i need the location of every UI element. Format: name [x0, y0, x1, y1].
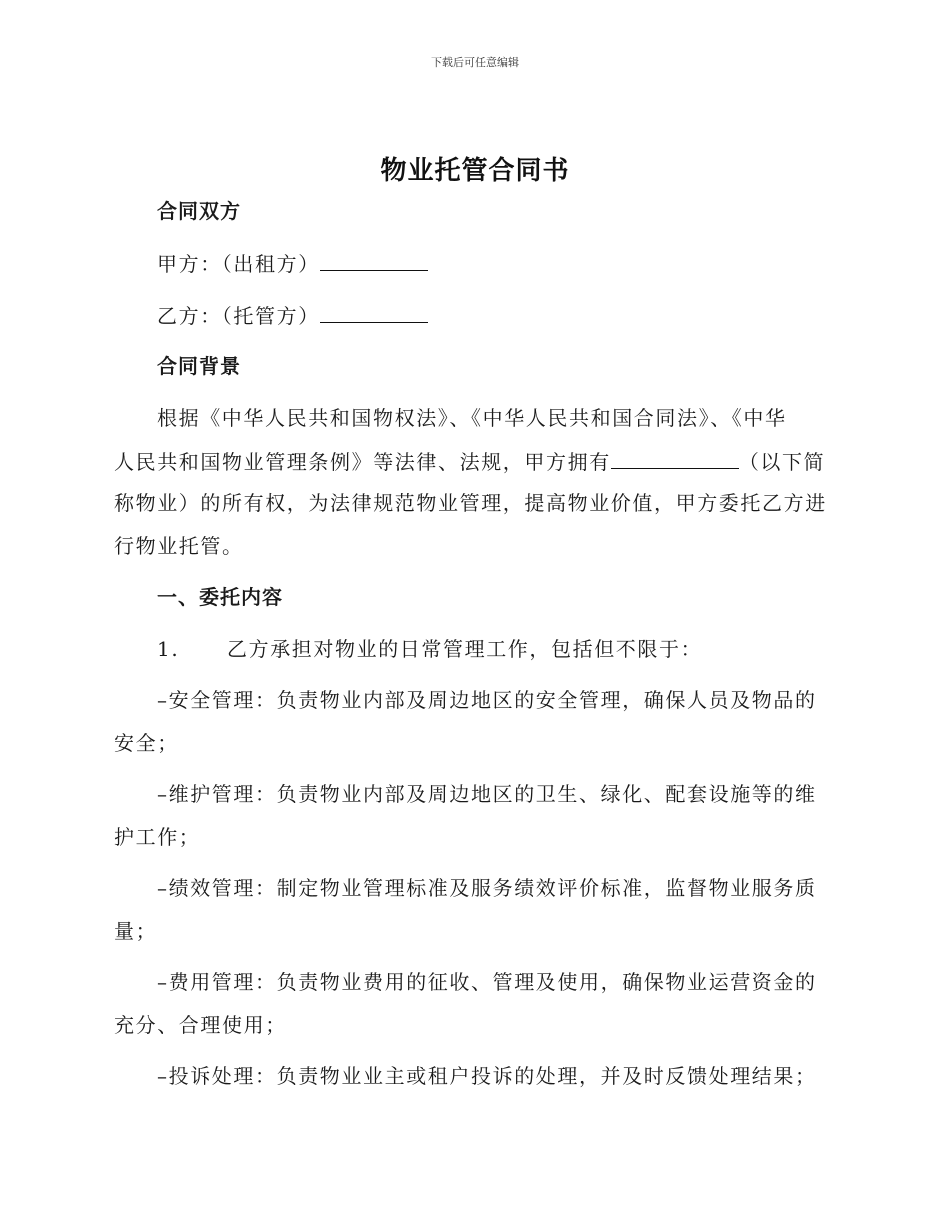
item-text: 乙方承担对物业的日常管理工作，包括但不限于： — [227, 637, 703, 661]
background-line-2 — [114, 450, 834, 473]
bullet-safety-line-2: 安全； — [114, 731, 179, 755]
bullet-safety-line-1: –安全管理：负责物业内部及周边地区的安全管理，确保人员及物品的 — [157, 688, 817, 712]
background-line-1: 根据《中华人民共和国物权法》、《中华人民共和国合同法》、《中华 — [157, 406, 787, 430]
bullet-fees-line-2: 充分、合理使用； — [114, 1013, 287, 1037]
bullet-fees-line-1: –费用管理：负责物业费用的征收、管理及使用，确保物业运营资金的 — [157, 970, 817, 994]
section1-item-1 — [114, 638, 877, 660]
item-number: 1. — [157, 637, 180, 661]
party-b-line — [114, 304, 877, 327]
bullet-maintenance-line-1: –维护管理：负责物业内部及周边地区的卫生、绿化、配套设施等的维 — [157, 782, 817, 806]
party-b-blank[interactable] — [320, 304, 428, 323]
bullet-performance-line-2: 量； — [114, 919, 158, 943]
background-line-2-pre: 人民共和国物业管理条例》等法律、法规，甲方拥有 — [114, 450, 611, 474]
document-title: 物业托管合同书 — [380, 156, 570, 186]
header-note: 下载后可任意编辑 — [431, 56, 519, 69]
bullet-maintenance-line-2: 护工作； — [114, 825, 201, 849]
section1-heading: 一、委托内容 — [157, 585, 283, 609]
party-a-label: 甲方：（出租方） — [157, 252, 320, 276]
background-line-4: 行物业托管。 — [114, 534, 244, 558]
parties-heading: 合同双方 — [157, 199, 241, 223]
bullet-complaints-line-1: –投诉处理：负责物业业主或租户投诉的处理，并及时反馈处理结果； — [157, 1064, 817, 1088]
bullet-performance-line-1: –绩效管理：制定物业管理标准及服务绩效评价标准，监督物业服务质 — [157, 876, 817, 900]
party-b-label: 乙方：（托管方） — [157, 304, 320, 328]
background-line-3: 称物业）的所有权，为法律规范物业管理，提高物业价值，甲方委托乙方进 — [114, 491, 827, 515]
background-line-2-post: （以下简 — [738, 450, 826, 474]
background-heading: 合同背景 — [157, 354, 241, 378]
property-blank[interactable] — [611, 450, 739, 469]
party-a-blank[interactable] — [320, 252, 428, 271]
party-a-line — [114, 252, 877, 275]
